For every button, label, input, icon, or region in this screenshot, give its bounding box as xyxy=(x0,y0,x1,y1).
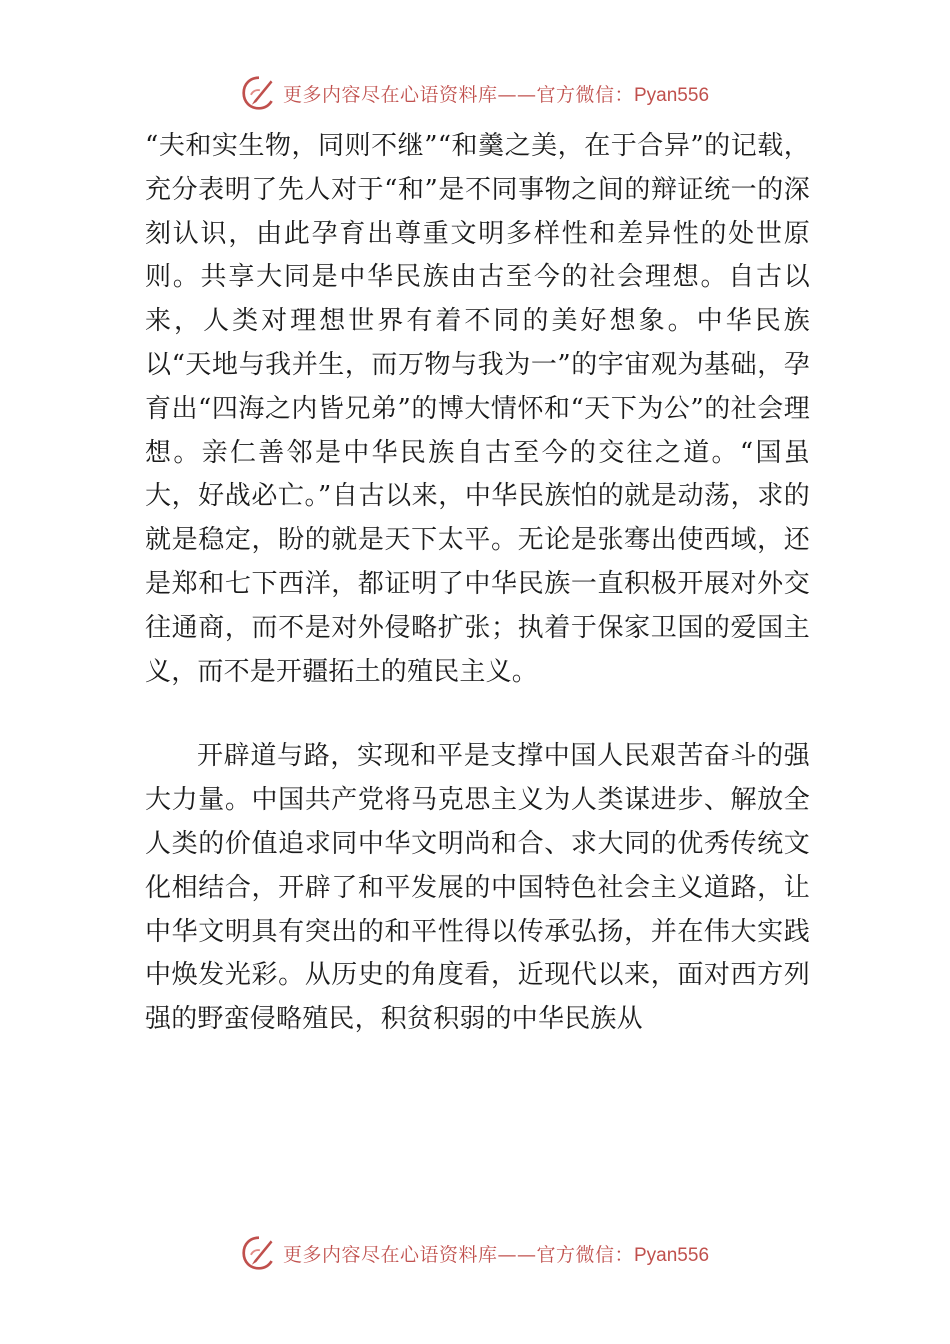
footer-banner-title: 更多内容尽在心语资料库 xyxy=(282,1243,498,1266)
document-body xyxy=(145,125,810,1042)
header-banner-wechat-id: Pyan556 xyxy=(634,84,710,106)
header-banner xyxy=(0,70,950,116)
header-banner-dash: —— xyxy=(497,83,537,106)
footer-banner-dash: —— xyxy=(497,1243,537,1266)
body-paragraph-2: 开辟道与路，实现和平是支撑中国人民艰苦奋斗的强大力量。中国共产党将马克思主义为人类谋进步、解放全人类的价值追求同中华文明尚和合、求大同的优秀传统文化相结合，开辟了和平发展的中国特色社会主义道路，让中华文明具有突出的和平性得以传承弘扬，并在伟大实践中焕发光彩。从历史的角度看，近现代以来，面对西方列强的野蛮侵略殖民，积贫积弱的中华民族从 xyxy=(145,741,810,1035)
body-paragraph-1: “夫和实生物，同则不继”“和羹之美，在于合异”的记载，充分表明了先人对于“和”是不同事物之间的辩证统一的深刻认识，由此孕育出尊重文明多样性和差异性的处世原则。共享大同是中华民族由古至今的社会理想。自古以来，人类对理想世界有着不同的美好想象。中华民族以“天地与我并生，而万物与我为一”的宇宙观为基础，孕育出“四海之内皆兄弟”的博大情怀和“天下为公”的社会理想。亲仁善邻是中华民族自古至今的交往之道。“国虽大，好战必亡。”自古以来，中华民族怕的就是动荡，求的就是稳定，盼的就是天下太平。无论是张骞出使西域，还是郑和七下西洋，都证明了中华民族一直积极开展对外交往通商，而不是对外侵略扩张；执着于保家卫国的爱国主义，而不是开疆拓土的殖民主义。 xyxy=(145,131,810,687)
footer-banner xyxy=(0,1230,950,1276)
header-banner-text xyxy=(283,80,709,107)
pen-nib-logo-icon xyxy=(241,1235,277,1271)
header-banner-title: 更多内容尽在心语资料库 xyxy=(282,83,498,106)
footer-banner-text xyxy=(283,1240,709,1267)
footer-banner-wechat-id: Pyan556 xyxy=(634,1244,710,1266)
header-banner-wechat-label: 官方微信： xyxy=(536,83,634,106)
pen-nib-logo-icon xyxy=(241,75,277,111)
footer-banner-wechat-label: 官方微信： xyxy=(536,1243,634,1266)
